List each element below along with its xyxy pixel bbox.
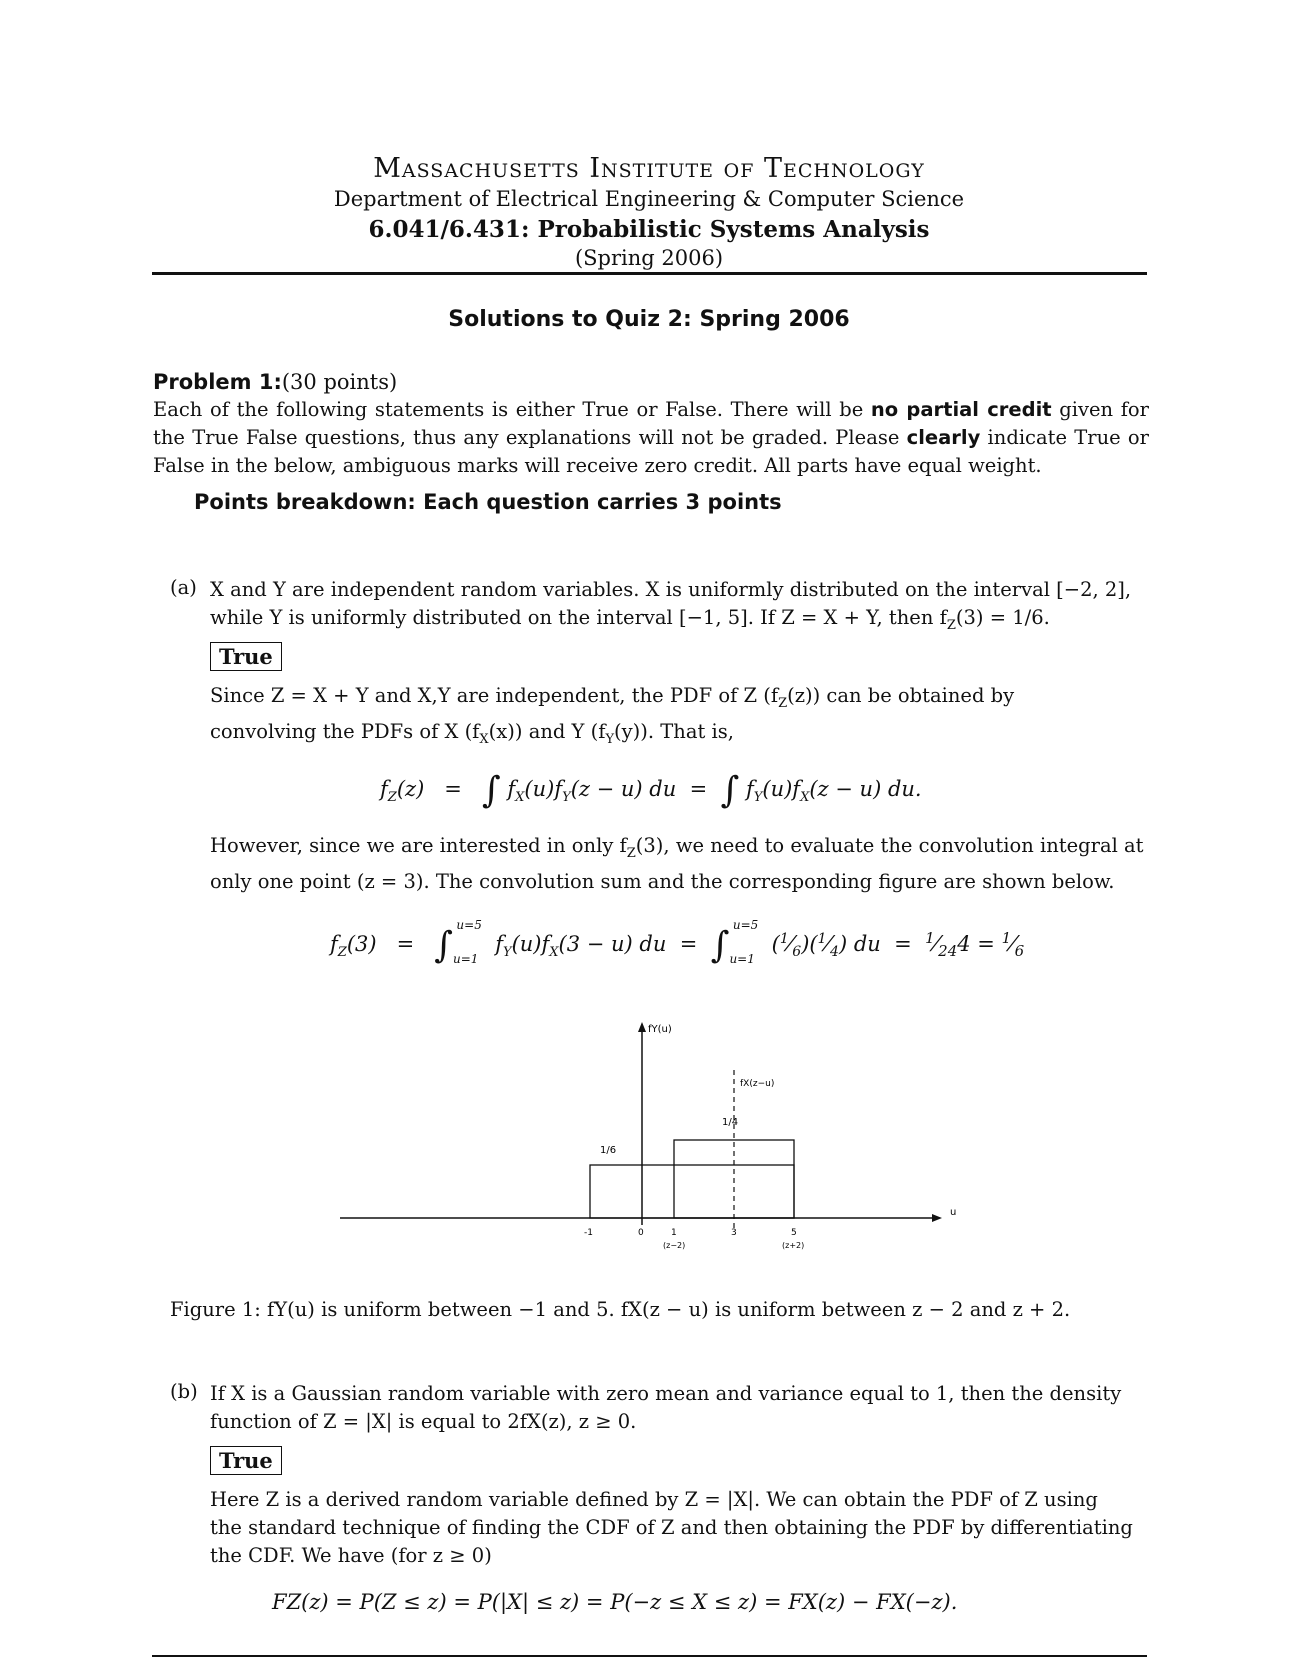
fy-rectangle — [590, 1165, 794, 1218]
part-b-statement — [210, 1380, 1150, 1436]
problem-1-label: Problem 1: — [153, 370, 282, 394]
tick-sub-z-plus-2: (z+2) — [782, 1241, 805, 1250]
part-a-expl-line-4: only one point (z = 3). The convolution sum and the corresponding figure are shown below. — [210, 869, 1115, 893]
y-axis-arrow — [638, 1022, 646, 1032]
part-b-explanation — [210, 1486, 1150, 1570]
expl-2c: (y)). That is, — [614, 719, 734, 743]
department-name: Department of Electrical Engineering & Computer Science — [333, 187, 965, 211]
part-a-statement-text: while Y is uniformly distributed on the interval [−1, 5]. If Z = X + Y, then f — [210, 606, 947, 629]
part-a-statement-line-2: while Y is uniformly distributed on the interval [−1, 5]. If Z = X + Y, then $f_Z(3) = 1/6$. — [210, 606, 1050, 633]
part-a-expl-line-3: However, since we are interested in only $f_Z(3)$, we need to evaluate the convolution integral at — [210, 834, 1144, 861]
intro-text-3: indicate True or False in the below, ambiguous marks will receive zero credit. All parts have equal weight. — [153, 426, 1149, 477]
problem-1-heading — [153, 370, 397, 394]
part-a-statement-tail: (3) = 1/6. — [955, 606, 1050, 629]
part-a-expl-line-2: convolving the PDFs of X $(f_X(x))$ and Y $(f_Y(y))$. That is, — [210, 719, 734, 747]
institution-name: Massachusetts Institute of Technology — [373, 153, 925, 184]
figure-caption: Figure 1: fY(u) is uniform between −1 and 5. fX(z − u) is uniform between z − 2 and z + 2. — [170, 1298, 1071, 1321]
convolution-figure — [330, 1010, 970, 1260]
expl-2a: convolving the PDFs of X (f — [210, 719, 480, 743]
convolution-equation: $f_Z(z)$ = ∫ $f_X(u)f_Y(z - u)$ du = ∫ $f_Y(u)f_X(z - u)$ du. — [380, 770, 922, 811]
intro-text-2: given for the True False questions, thus any explanations will not be graded. Please — [153, 398, 1149, 449]
level-sixth-label: 1/6 — [600, 1145, 617, 1156]
part-b-expl-line-2: the standard technique of finding the CDF of Z and then obtaining the PDF by differentiating — [210, 1516, 1133, 1539]
x-axis-arrow — [932, 1214, 942, 1222]
part-b-expl-line-1: Here Z is a derived random variable defined by Z = |X|. We can obtain the PDF of Z using — [210, 1488, 1098, 1511]
tick-label-neg1: -1 — [584, 1228, 593, 1238]
tick-label-0: 0 — [638, 1228, 644, 1238]
part-a-explanation-1 — [210, 682, 1150, 754]
tick-label-3: 3 — [731, 1228, 737, 1238]
part-b-label: (b) — [170, 1380, 198, 1403]
expl-2b: (x)) and Y (f — [488, 719, 606, 743]
intro-bold-1: no partial credit — [870, 398, 1052, 421]
part-b-expl-line-3: the CDF. We have (for z ≥ 0) — [210, 1544, 492, 1567]
part-a-expl-line-1: Since Z = X + Y and X,Y are independent, the PDF of Z $(f_Z(z))$ can be obtained by — [210, 684, 1015, 711]
part-a-statement — [210, 576, 1150, 640]
part-a-answer-box: True — [210, 642, 282, 671]
expl-3b: (3), we need to evaluate the convolution integral at — [635, 834, 1144, 857]
level-quarter-label: 1/4 — [722, 1117, 739, 1128]
expl-1b: (z)) can be obtained by — [787, 684, 1015, 707]
expl-3a: However, since we are interested in only f — [210, 834, 627, 857]
term: (Spring 2006) — [574, 246, 724, 270]
document-title: Solutions to Quiz 2: Spring 2006 — [448, 307, 850, 332]
part-b-answer-box: True — [210, 1446, 282, 1475]
part-a-label: (a) — [170, 576, 197, 599]
tick-label-1: 1 — [671, 1228, 677, 1238]
part-a-explanation-2 — [210, 832, 1150, 896]
footer-rule — [152, 1655, 1147, 1657]
intro-bold-2: clearly — [906, 426, 981, 449]
part-b-statement-line-1: If X is a Gaussian random variable with zero mean and variance equal to 1, then the density — [210, 1382, 1122, 1405]
tick-label-5: 5 — [791, 1228, 797, 1238]
part-b-statement-line-2: function of Z = |X| is equal to 2fX(z), z ≥ 0. — [210, 1410, 637, 1433]
problem-1-points: (30 points) — [281, 370, 398, 394]
part-a-statement-line-1: X and Y are independent random variables. X is uniformly distributed on the interval [−2, 2], — [210, 578, 1132, 601]
points-breakdown: Points breakdown: Each question carries 3 points — [194, 490, 782, 514]
dash-label: fX(z−u) — [740, 1079, 775, 1089]
x-axis-label: u — [950, 1207, 957, 1218]
cdf-equation: FZ(z) = P(Z ≤ z) = P(|X| ≤ z) = P(−z ≤ X ≤ z) = FX(z) − FX(−z). — [272, 1590, 958, 1614]
evaluation-equation: $f_Z(3) = \int_{u=1}^{u=5}$ $f_Y(u)f_X(3 - u)$ du = $\int_{u=1}^{u=5}$ $(^1⁄_6)(^1⁄_4)$ du = $^1⁄_{24}4$ = $^1⁄_6$ — [330, 918, 1025, 966]
tick-sub-z-minus-2: (z−2) — [663, 1241, 686, 1250]
header-rule — [152, 272, 1147, 275]
course-title: 6.041/6.431: Probabilistic Systems Analysis — [368, 216, 930, 243]
y-axis-label: fY(u) — [648, 1024, 672, 1035]
expl-1a: Since Z = X + Y and X,Y are independent, the PDF of Z (f — [210, 684, 779, 707]
problem-1-intro — [153, 396, 1149, 480]
intro-text-1: Each of the following statements is either True or False. There will be — [153, 398, 864, 421]
